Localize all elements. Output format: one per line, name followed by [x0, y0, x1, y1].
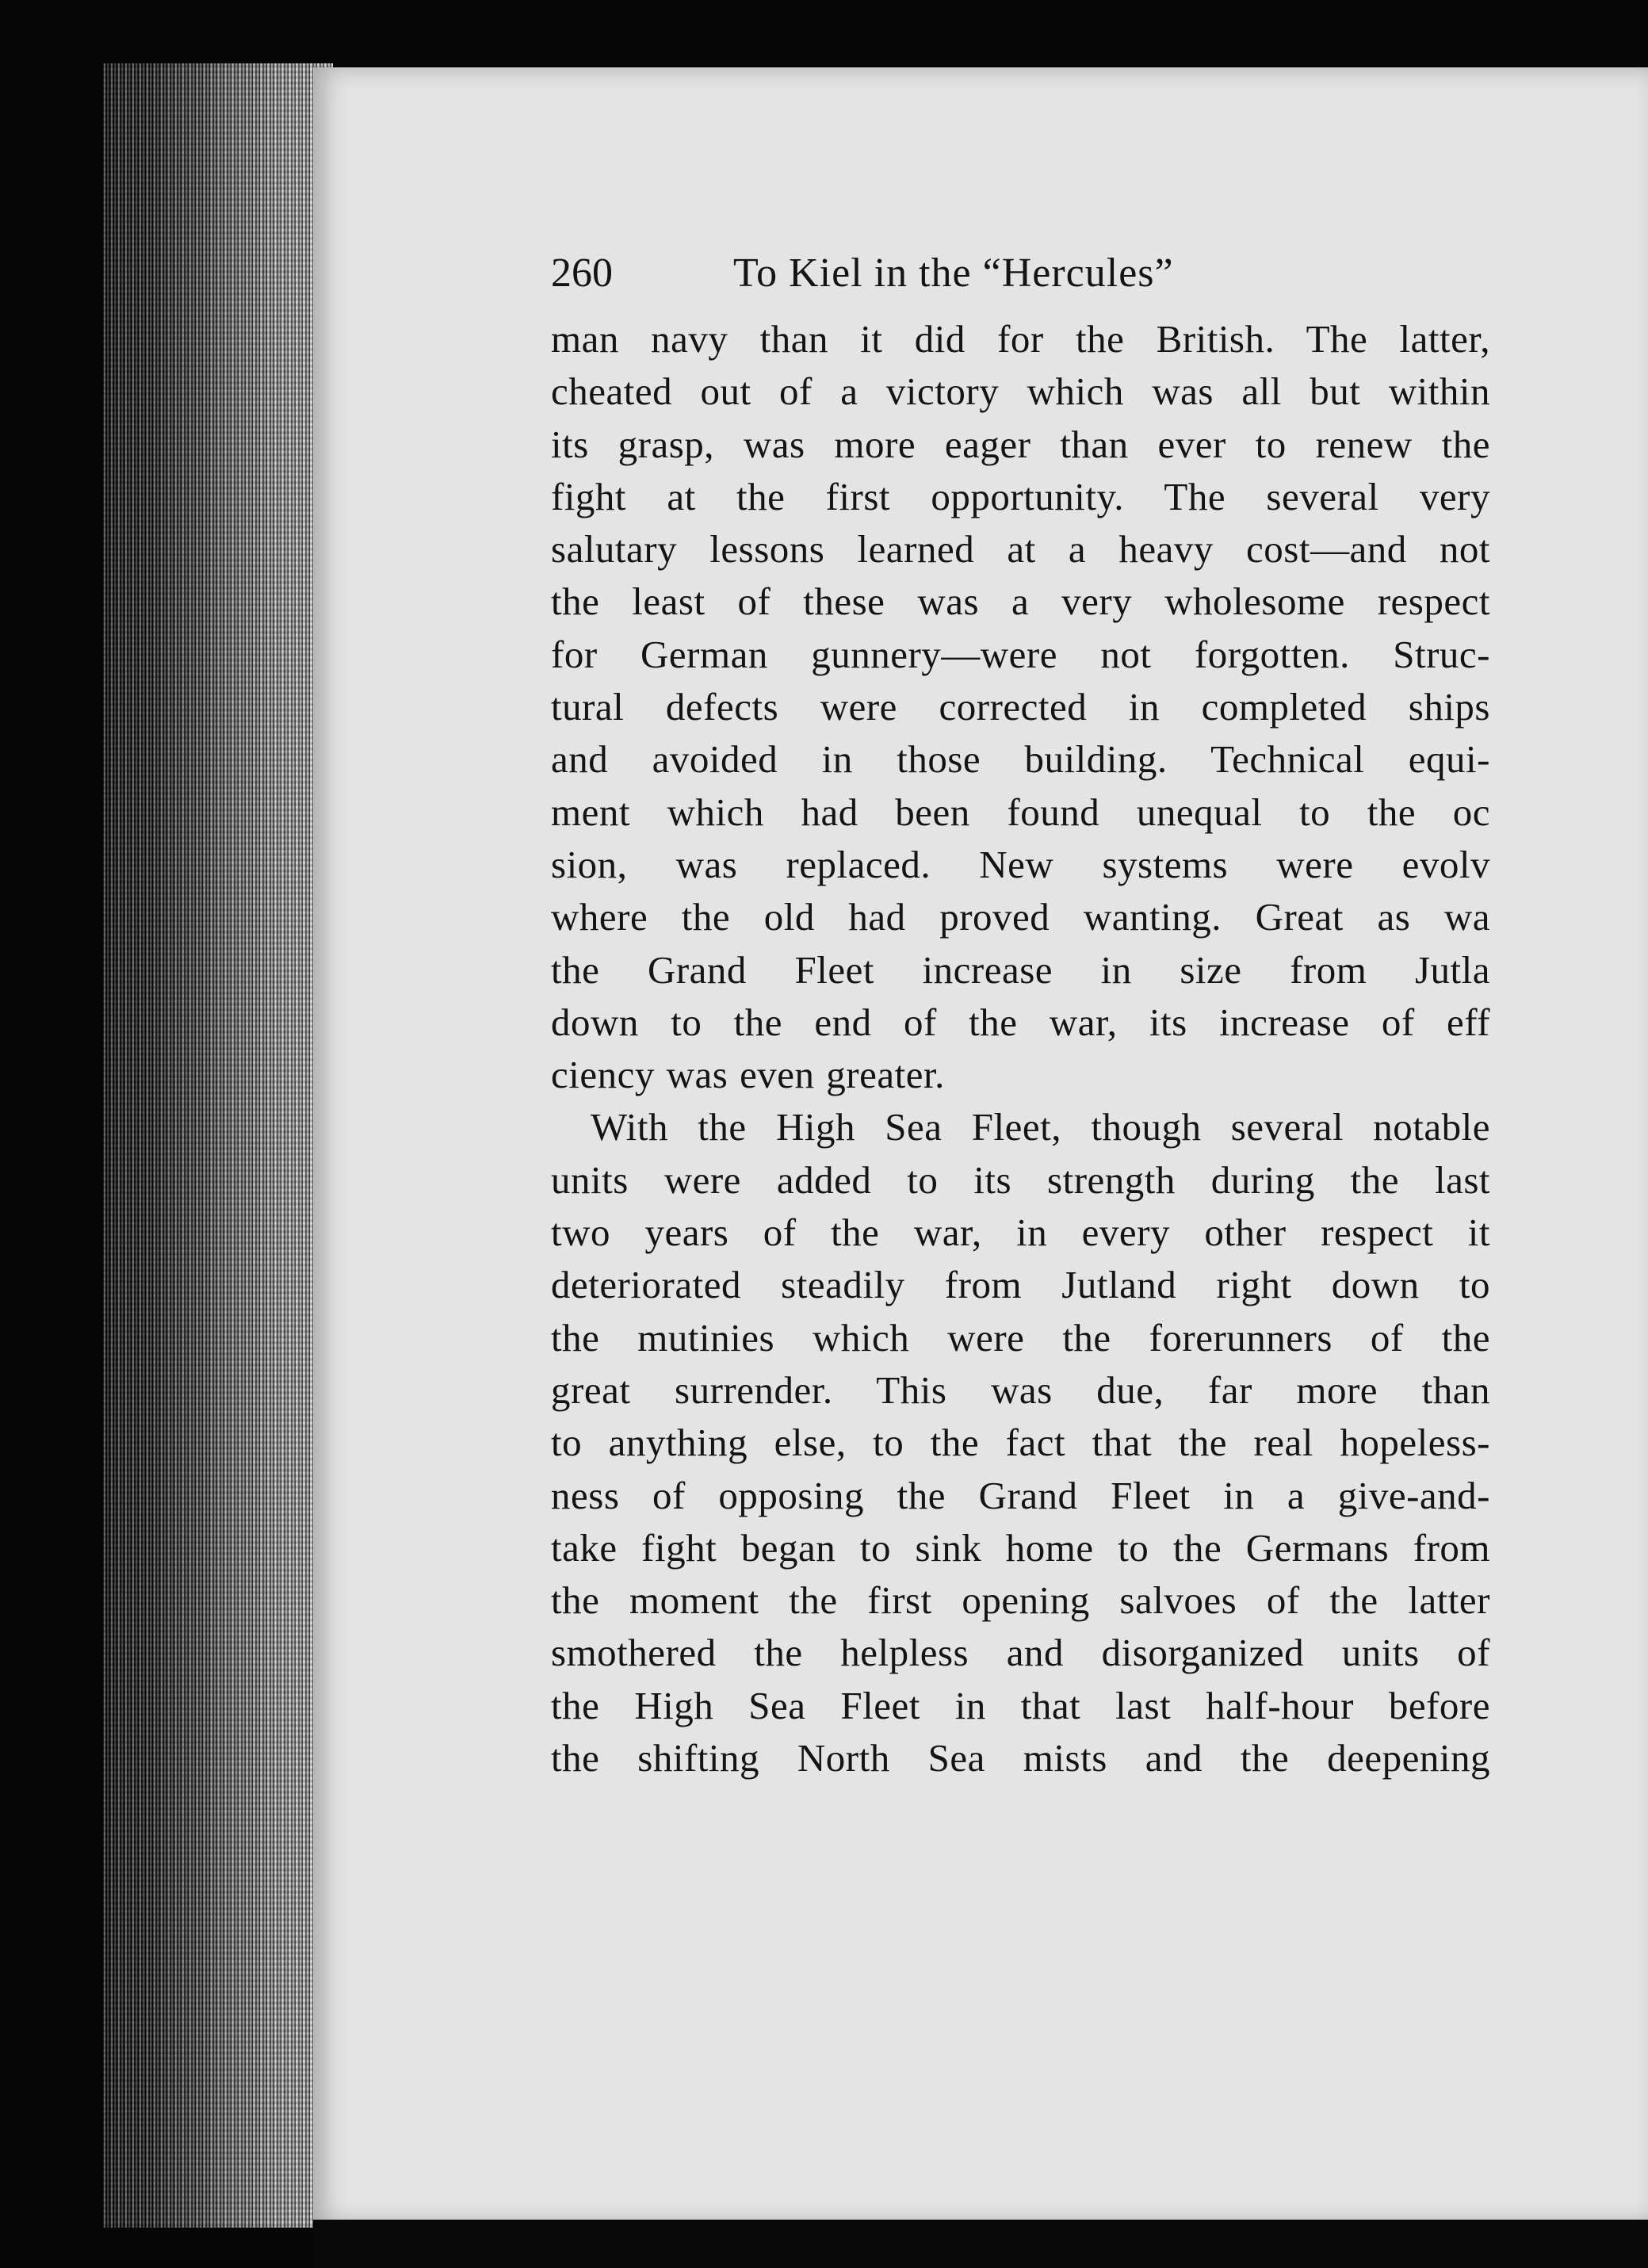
text-line: the shifting North Sea mists and the deepening: [551, 1736, 1490, 1780]
paragraph-end-line: ciency was even greater.: [551, 1053, 945, 1097]
running-head-title: To Kiel in the “Hercules”: [733, 251, 1174, 296]
text-line: salutary lessons learned at a heavy cost—and not: [551, 527, 1490, 572]
text-line: two years of the war, in every other respect it: [551, 1210, 1490, 1255]
paragraph-start-line: With the High Sea Fleet, though several notable: [591, 1105, 1490, 1149]
text-line: down to the end of the war, its increase of eff: [551, 1000, 1490, 1044]
text-line: for German gunnery—were not forgotten. Struc-: [551, 632, 1490, 676]
running-head: [551, 250, 1490, 313]
text-line: units were added to its strength during the last: [551, 1157, 1490, 1202]
text-block: [551, 250, 1490, 1784]
text-line: the mutinies which were the forerunners of the: [551, 1315, 1490, 1360]
text-line: cheated out of a victory which was all but within: [551, 369, 1490, 414]
text-line: the Grand Fleet increase in size from Jutla: [551, 947, 1490, 992]
text-line: ment which had been found unequal to the oc: [551, 790, 1490, 834]
text-line: sion, was replaced. New systems were evolv: [551, 842, 1490, 886]
text-line: the moment the first opening salvoes of the latter: [551, 1578, 1490, 1623]
text-line: ness of opposing the Grand Fleet in a give-and-: [551, 1473, 1490, 1517]
book-page-edges: [103, 63, 333, 2228]
text-line: take fight began to sink home to the Germans from: [551, 1525, 1490, 1570]
text-line: tural defects were corrected in completed ships: [551, 685, 1490, 729]
scan-bottom-border: [313, 2220, 1648, 2268]
text-line: great surrender. This was due, far more than: [551, 1367, 1490, 1412]
text-line: where the old had proved wanting. Great as wa: [551, 895, 1490, 939]
book-page: [313, 67, 1648, 2224]
text-line: the least of these was a very wholesome respect: [551, 579, 1490, 624]
text-line: its grasp, was more eager than ever to renew the: [551, 422, 1490, 466]
text-line: deteriorated steadily from Jutland right down to: [551, 1263, 1490, 1307]
text-line: and avoided in those building. Technical equi-: [551, 737, 1490, 782]
text-line: fight at the first opportunity. The several very: [551, 474, 1490, 518]
text-line: man navy than it did for the British. The latter,: [551, 317, 1490, 361]
text-line: the High Sea Fleet in that last half-hour before: [551, 1683, 1490, 1727]
text-line: smothered the helpless and disorganized units of: [551, 1631, 1490, 1675]
page-number: 260: [551, 251, 613, 296]
text-line: to anything else, to the fact that the real hopeless-: [551, 1421, 1490, 1465]
